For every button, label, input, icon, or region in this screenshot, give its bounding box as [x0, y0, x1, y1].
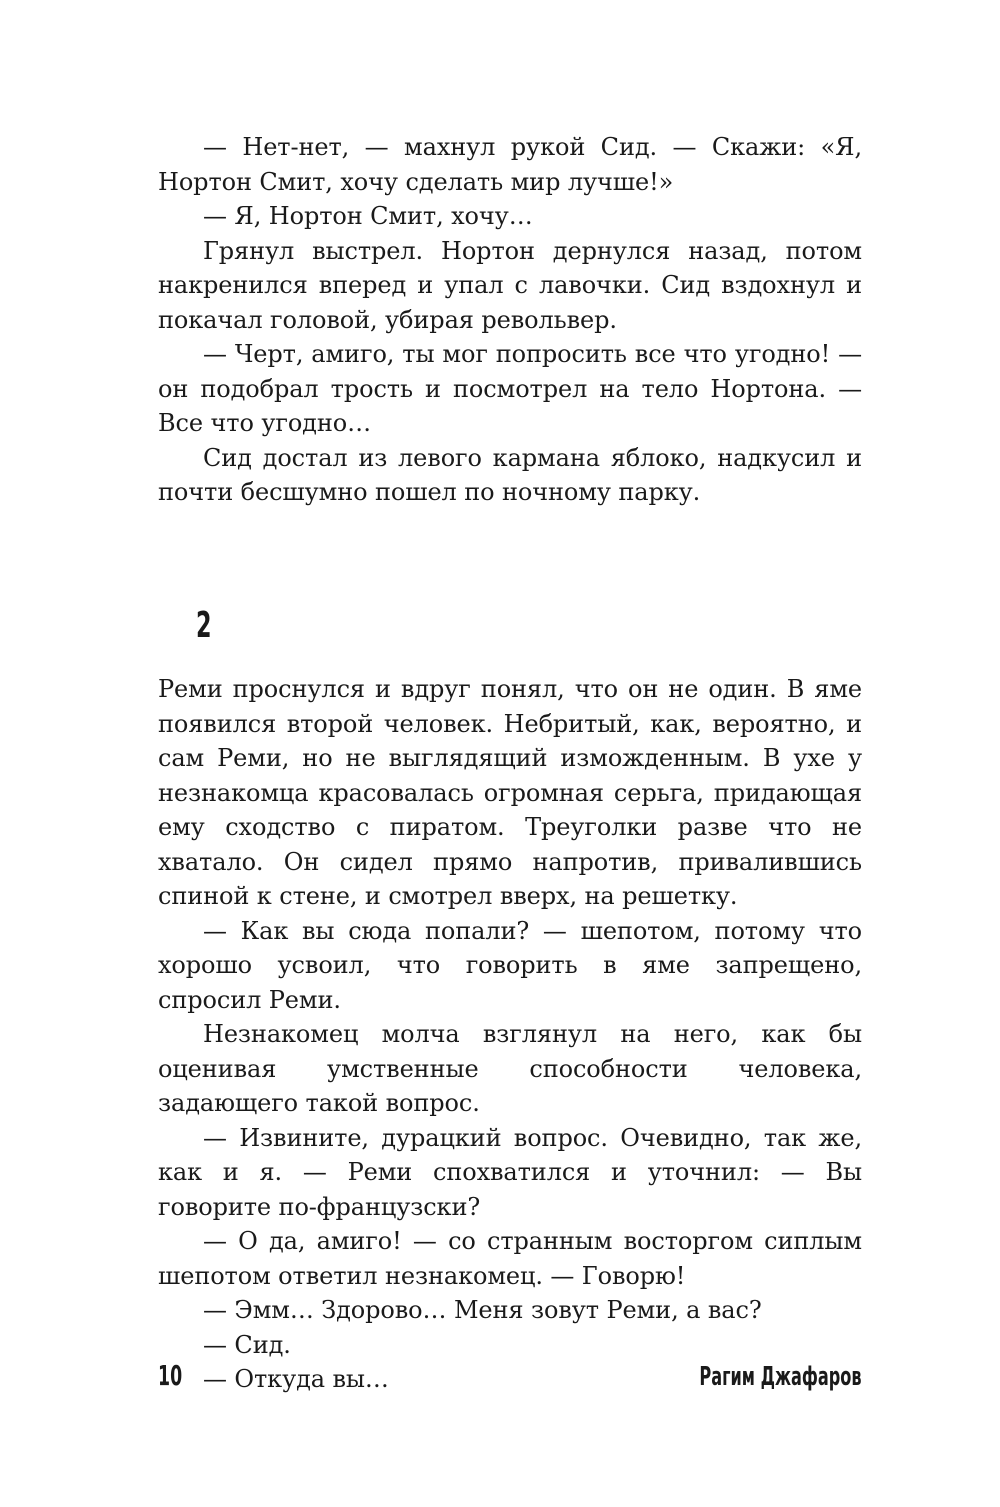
chapter-first-paragraph: Реми проснулся и вдруг понял, что он не один. В яме появился второй человек. Небритый, как, вероятно, и сам Реми, но не выглядящий изможденным. В ухе у незнакомца красовалась огромная серьга, придающая ему сходство с пиратом. Треуголки разве что не хватало. Он сидел прямо напротив, привалившись спиной к стене, и смотрел вверх, на решетку.	[158, 675, 862, 910]
running-footer-author: Рагим Джафаров	[699, 1362, 862, 1392]
paragraph: Грянул выстрел. Нортон дернулся назад, потом накренился вперед и упал с лавочки. Сид вздохнул и покачал головой, убирая револьвер.	[158, 236, 862, 334]
paragraph: — Откуда вы…	[203, 1365, 389, 1393]
paragraph: — Как вы сюда попали? — шепотом, потому что хорошо усвоил, что говорить в яме запрещено, спросил Реми.	[158, 916, 862, 1014]
paragraph: Незнакомец молча взглянул на него, как бы оценивая умственные способности человека, задающего такой вопрос.	[158, 1020, 862, 1117]
paragraph: — Сид.	[203, 1330, 291, 1359]
paragraph: Сид достал из левого кармана яблоко, надкусил и почти бесшумно пошел по ночному парку.	[158, 443, 862, 506]
paragraph: — Эмм… Здорово… Меня зовут Реми, а вас?	[203, 1296, 762, 1324]
chapter-number: 2	[196, 605, 212, 646]
paragraph: — Извините, дурацкий вопрос. Очевидно, так же, как и я. — Реми спохватился и уточнил: — Вы говорите по-французски?	[158, 1123, 862, 1221]
paragraph: — Я, Нортон Смит, хочу…	[203, 202, 533, 230]
page-number: 10	[158, 1359, 183, 1392]
paragraph: — Нет-нет, — махнул рукой Сид. — Скажи: «Я, Нортон Смит, хочу сделать мир лучше!»	[158, 133, 862, 196]
previous-chapter-ending	[158, 130, 862, 510]
paragraph: — О да, амиго! — со странным восторгом сиплым шепотом ответил незнакомец. — Говорю!	[158, 1227, 862, 1290]
chapter-body	[158, 672, 862, 1397]
paragraph: — Черт, амиго, ты мог попросить все что угодно! — он подобрал трость и посмотрел на тело Нортона. — Все что угодно…	[158, 340, 862, 437]
